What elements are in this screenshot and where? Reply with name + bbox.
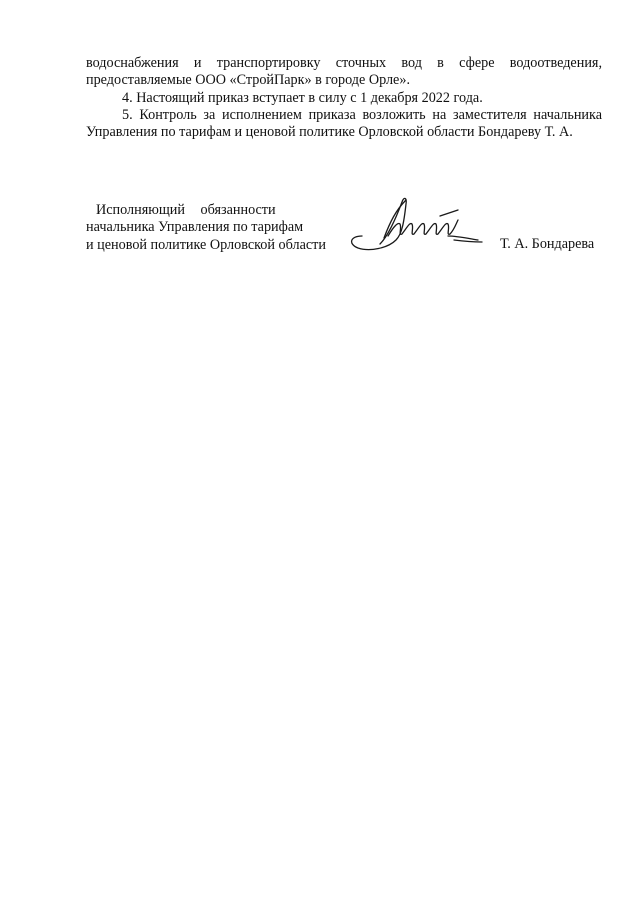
paragraph-item-4-text: 4. Настоящий приказ вступает в силу с 1 декабря 2022 года. xyxy=(122,90,483,106)
signatory-position-line-1: Исполняющий обязанности xyxy=(96,202,276,218)
signatory-name: Т. А. Бондарева xyxy=(500,236,595,252)
paragraph-item-5-text: 5. Контроль за исполнением приказа возложить на заместителя начальника Управления по тарифам и ценовой политике Орловской области Бондареву Т. А. xyxy=(86,107,602,141)
paragraph-item-4 xyxy=(86,90,602,107)
paragraph-continuation xyxy=(86,55,602,90)
signatory-position-line-3: и ценовой политике Орловской области xyxy=(86,236,326,253)
signatory-position xyxy=(86,202,346,254)
paragraph-item-5 xyxy=(86,107,602,142)
paragraph-continuation-text: водоснабжения и транспортировку сточных вод в сфере водоотведения, предоставляемые ООО «СтройПарк» в городе Орле». xyxy=(86,55,602,89)
handwritten-signature xyxy=(344,192,494,258)
signatory-position-line-2: начальника Управления по тарифам xyxy=(86,219,304,236)
